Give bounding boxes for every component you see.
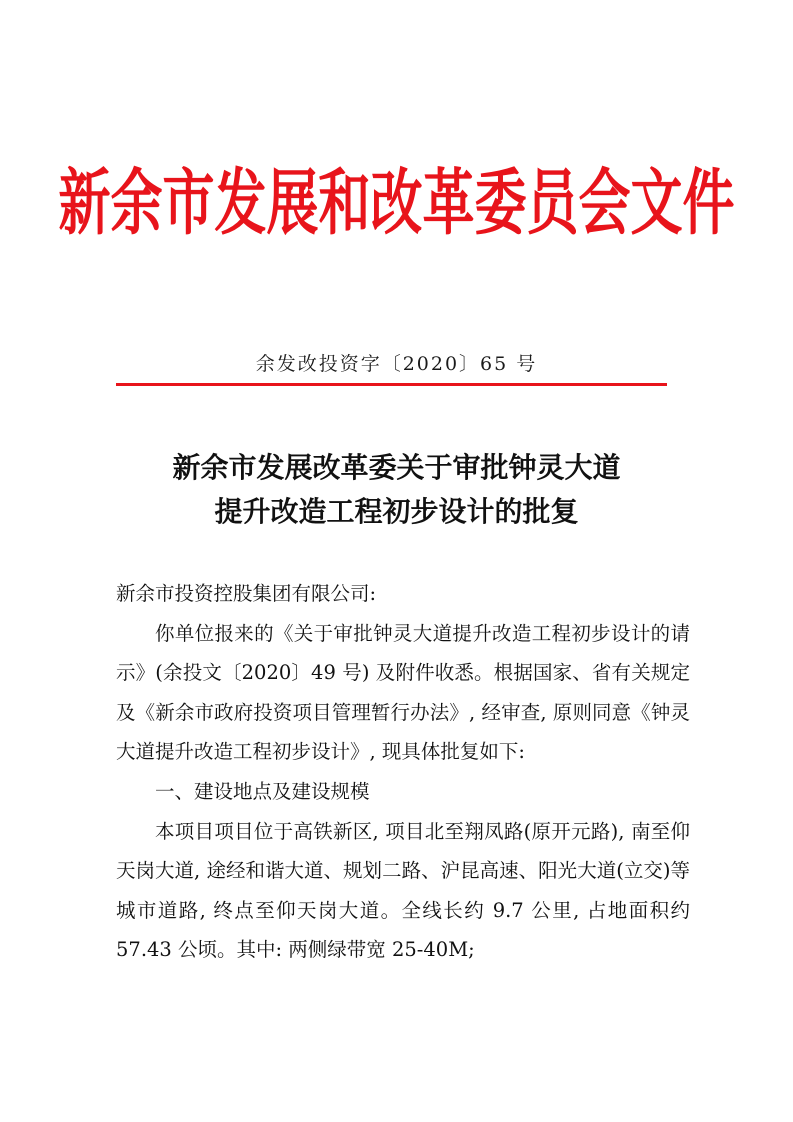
salutation: 新余市投资控股集团有限公司: xyxy=(116,582,377,605)
body-paragraph-1: 你单位报来的《关于审批钟灵大道提升改造工程初步设计的请示》(余投文〔2020〕49 号) 及附件收悉。根据国家、省有关规定及《新余市政府投资项目管理暂行办法》, 经审查, 原则同意《钟灵大道提升改造工程初步设计》, 现具体批复如下: xyxy=(116,621,690,764)
body-paragraph-2: 本项目项目位于高铁新区, 项目北至翔凤路(原开元路), 南至仰天岗大道, 途经和谐大道、规划二路、沪昆高速、阳光大道(立交)等城市道路, 终点至仰天岗大道。全线长约 9.7 公里, 占地面积约 57.43 公顷。其中: 两侧绿带宽 25-40M; xyxy=(116,819,690,962)
red-divider-line xyxy=(116,383,667,386)
document-number: 余发改投资字〔2020〕65 号 xyxy=(255,353,538,375)
masthead-title: 新余市发展和改革委员会文件 xyxy=(58,162,735,246)
document-body xyxy=(116,574,690,970)
section-heading-1: 一、建设地点及建设规模 xyxy=(155,779,370,803)
title-line-1: 新余市发展改革委关于审批钟灵大道 xyxy=(172,451,621,484)
title-line-2: 提升改造工程初步设计的批复 xyxy=(214,495,579,528)
document-title xyxy=(0,446,793,534)
